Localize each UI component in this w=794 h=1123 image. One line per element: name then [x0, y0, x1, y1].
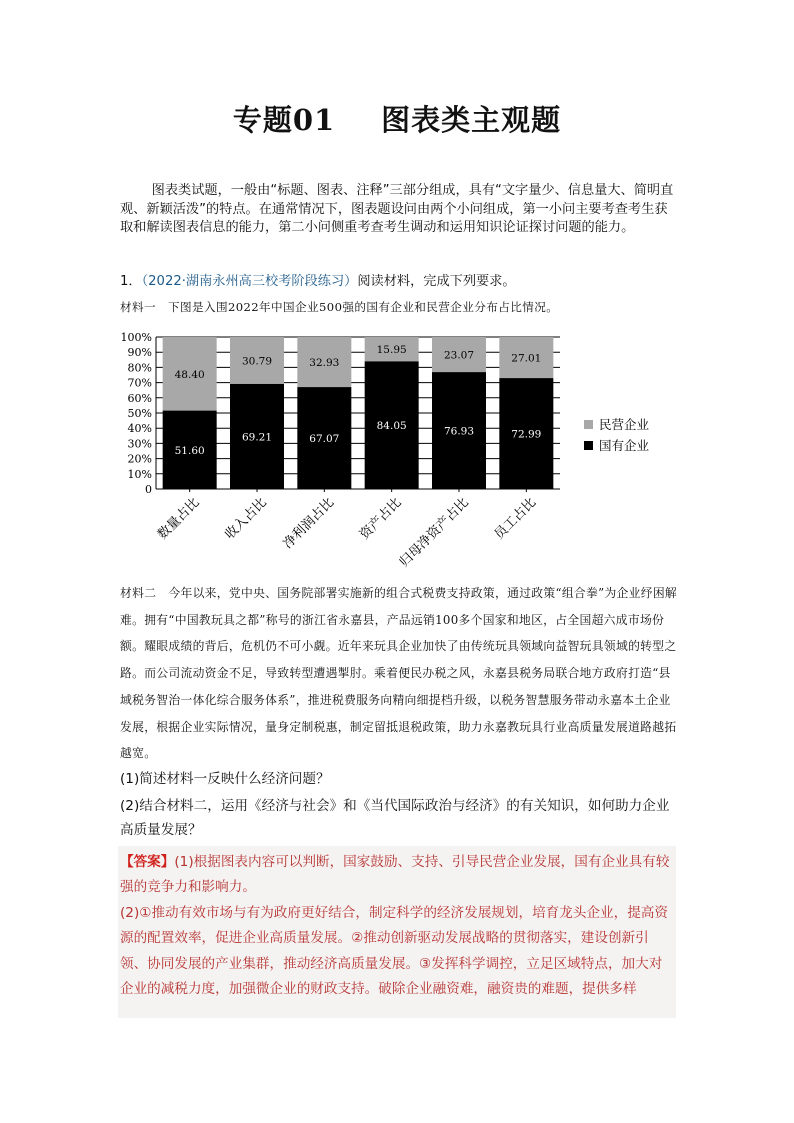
question-source: （2022·湖南永州高三校考阶段练习）	[141, 274, 358, 289]
x-tick-label: 收入占比	[222, 495, 270, 543]
title-part1: 专题01	[232, 103, 336, 137]
data-label: 84.05	[376, 420, 407, 433]
answer-part-2: (2)①推动有效市场与有为政府更好结合，制定科学的经济发展规划，培育龙头企业，提高资源的配置效率，促进企业高质量发展。②推动创新驱动发展战略的贯彻落实，建设创新引领、协同发展的产业集群，推动经济高质量发展。③发挥科学调控，立足区域特点，加大对企业的减税力度，加强微企业的财政支持。破除企业融资难，融资贵的难题，提供多样	[120, 904, 669, 998]
sub-question-1: (1)简述材料一反映什么经济问题？	[120, 771, 330, 787]
y-tick-label: 100%	[120, 331, 152, 344]
answer-tag: 【答案】	[120, 854, 175, 870]
data-label: 27.01	[511, 352, 542, 365]
y-tick-label: 60%	[127, 391, 152, 405]
material-1: 材料一 下图是入围2022年中国企业500强的国有企业和民营企业分布占比情况。	[120, 300, 559, 314]
answer-part-1: (1)根据图表内容可以判断，国家鼓励、支持、引导民营企业发展，国有企业具有较强的竞争力和影响力。	[120, 854, 670, 896]
y-tick-label: 30%	[127, 437, 152, 451]
data-label: 72.99	[511, 428, 542, 441]
title-part2: 图表类主观题	[381, 103, 562, 137]
legend-label: 国有企业	[599, 438, 650, 453]
material-2: 材料二 今年以来，党中央、国务院部署实施新的组合式税费支持政策，通过政策“组合拳”为企业纾困解难。拥有“中国教玩具之都”称号的浙江省永嘉县，产品远销100多个国家和地区，占全国超六成市场份额。耀眼成绩的背后，危机仍不可小觑。近年来玩具企业加快了由传统玩具领域向益智玩具领域的转型之路。而公司流动资金不足，导致转型遭遇掣肘。乘着便民办税之风，永嘉县税务局联合地方政府打造“县域税务智治一体化综合服务体系”，推进税费服务向精向细提档升级，以税务智慧服务带动永嘉本土企业发展，根据企业实际情况，量身定制税惠，制定留抵退税政策，助力永嘉教玩具行业高质量发展道路越拓越宽。	[120, 586, 678, 761]
sub-question-2: (2)结合材料二，运用《经济与社会》和《当代国际政治与经济》的有关知识，如何助力企业高质量发展？	[120, 798, 670, 838]
data-label: 76.93	[443, 425, 475, 438]
y-tick-label: 50%	[127, 407, 152, 420]
y-tick-label: 20%	[127, 452, 152, 466]
data-label: 15.95	[376, 344, 407, 357]
y-tick-label: 0	[145, 483, 152, 496]
x-tick-label: 员工占比	[491, 495, 540, 543]
x-tick-label: 净利润占比	[280, 495, 338, 552]
legend-swatch	[584, 420, 593, 429]
y-tick-label: 90%	[127, 346, 152, 360]
answer-box	[118, 846, 676, 1018]
data-label: 48.40	[174, 368, 205, 381]
chart-legend	[584, 417, 650, 453]
legend-swatch	[584, 441, 593, 450]
data-label: 32.93	[309, 357, 340, 370]
question-number: 1．	[120, 274, 142, 289]
y-tick-label: 40%	[127, 422, 152, 436]
legend-label: 民营企业	[599, 417, 650, 432]
data-label: 30.79	[241, 355, 273, 368]
data-label: 69.21	[241, 431, 273, 444]
stacked-bar-chart	[110, 322, 700, 578]
y-tick-label: 10%	[127, 467, 152, 481]
page-title	[0, 98, 794, 139]
data-label: 51.60	[174, 444, 205, 457]
data-label: 23.07	[443, 349, 475, 362]
data-label: 67.07	[309, 433, 340, 446]
y-tick-label: 70%	[127, 376, 152, 390]
x-tick-label: 数量占比	[155, 495, 203, 543]
intro-paragraph: 图表类试题，一般由“标题、图表、注释”三部分组成，具有“文字量少、信息量大、简明直观、新颖活泼”的特点。在通常情况下，图表题设问由两个小问组成，第一小问主要考查考生获取和解读图表信息的能力，第二小问侧重考查考生调动和运用知识论证探讨问题的能力。	[120, 183, 674, 235]
x-tick-label: 归母净资产占比	[396, 495, 472, 571]
question-1	[120, 270, 680, 289]
x-tick-label: 资产占比	[357, 495, 405, 543]
question-prompt: 阅读材料，完成下列要求。	[357, 274, 516, 289]
y-tick-label: 80%	[127, 361, 152, 375]
